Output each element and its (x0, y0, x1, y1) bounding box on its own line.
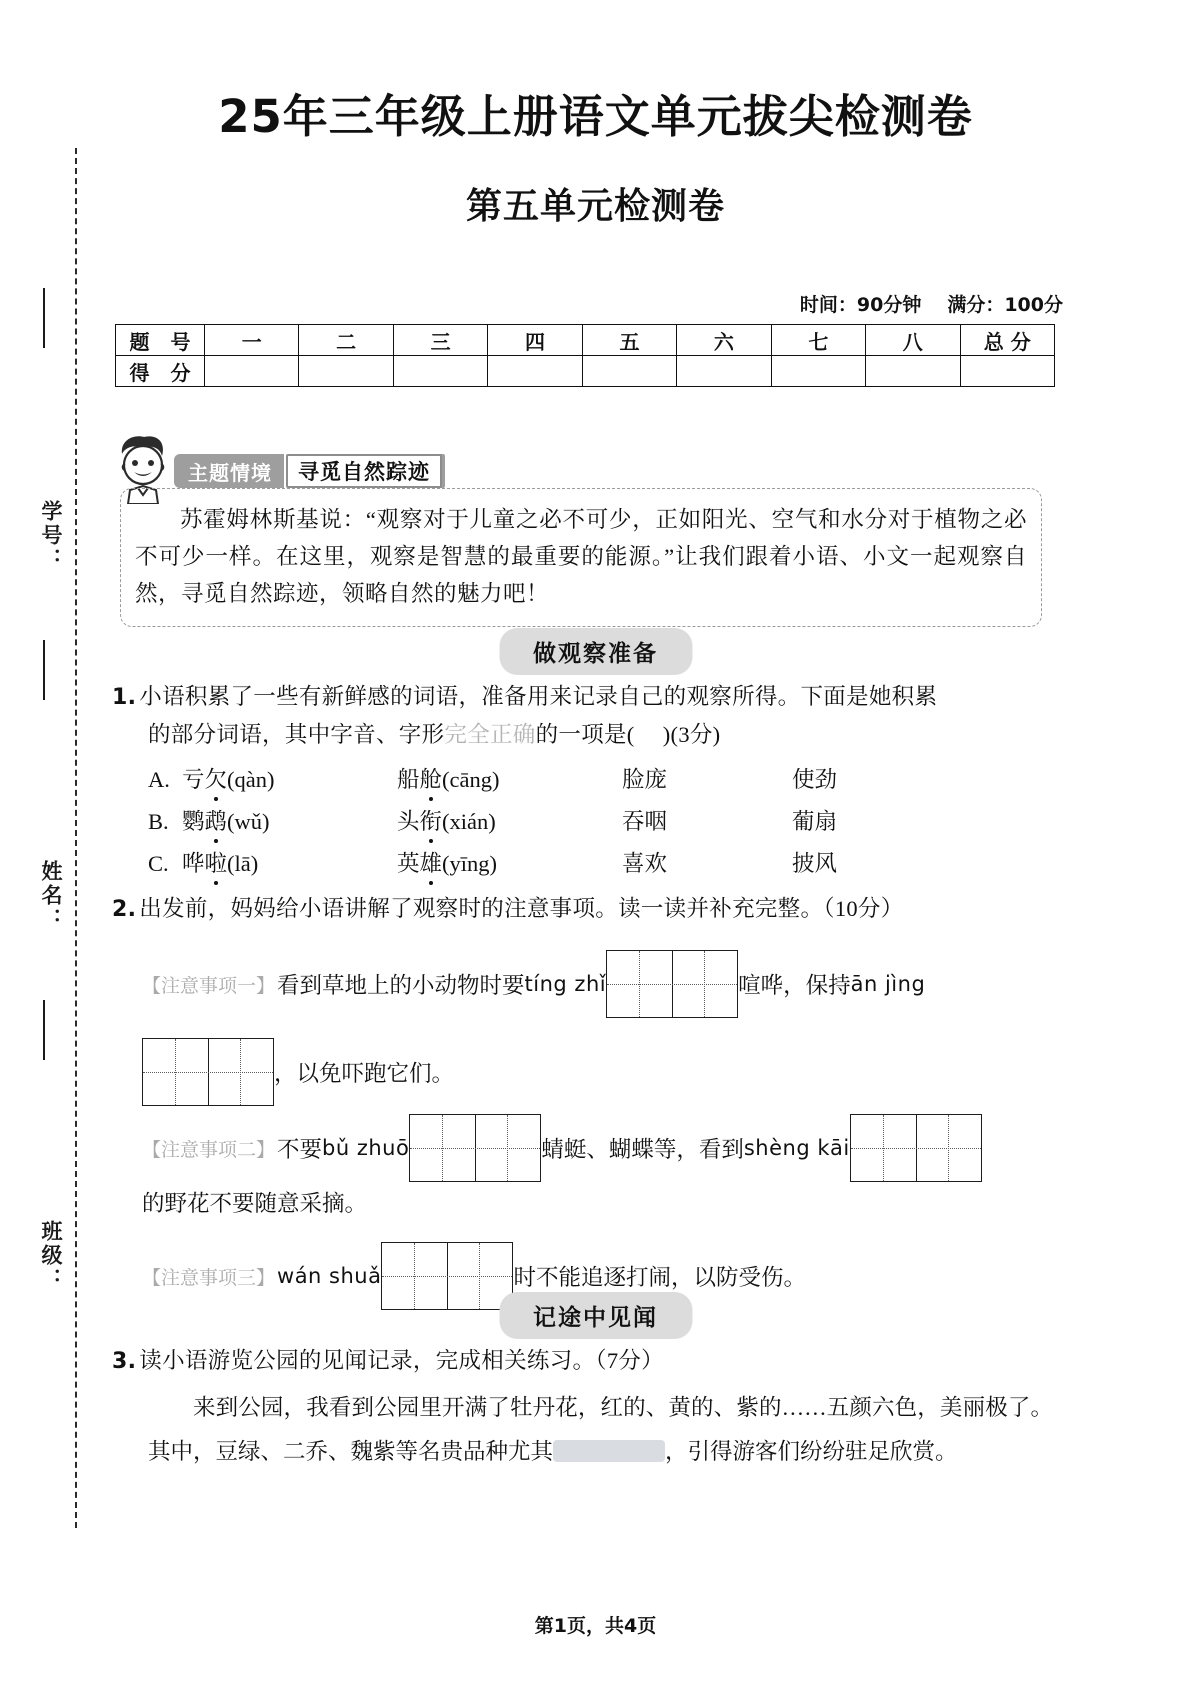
tip-1-seg-3: ，以免吓跑它们。 (274, 1061, 455, 1086)
tianzige-grid-input[interactable] (606, 950, 738, 1018)
dotted-char: 鹉 (205, 804, 228, 836)
score-cell-3[interactable] (393, 356, 487, 387)
score-cell-1[interactable] (205, 356, 299, 387)
question-2-tip-1-line-b (142, 1038, 454, 1106)
page-footer: 第1页，共4页 (534, 1615, 657, 1637)
question-1-text-2c: )(3分) (662, 722, 721, 747)
score-col-2: 二 (299, 325, 393, 356)
question-3-text: 读小语游览公园的见闻记录，完成相关练习。（7分） (139, 1348, 664, 1373)
question-2-text: 出发前，妈妈给小语讲解了观察时的注意事项。读一读并补充完整。（10分） (139, 896, 904, 921)
option-a-word-3: 脸庞 (622, 767, 668, 792)
exam-total-score: 满分：100分 (947, 294, 1063, 316)
question-1-line-2 (148, 716, 1053, 754)
question-1-options (148, 762, 1048, 888)
tip-3-pinyin-1: wán shuǎ (277, 1264, 382, 1288)
score-cell-5[interactable] (582, 356, 676, 387)
dotted-char: 欠 (205, 762, 228, 794)
tip-2-seg-1: 不要 (277, 1137, 323, 1162)
score-table (115, 324, 1055, 387)
tianzige-grid-input[interactable] (850, 1114, 982, 1182)
option-b-letter: B. (148, 809, 169, 834)
tip-2-pinyin-1: bǔ zhuō (322, 1136, 410, 1160)
dotted-char: 衔 (420, 804, 443, 836)
margin-label-xingming: 姓名： (39, 860, 63, 932)
tip-2-seg-2: 蜻蜓、蝴蝶等，看到 (541, 1137, 744, 1162)
theme-tag-group (174, 454, 442, 488)
question-3-stem (112, 1342, 1057, 1381)
theme-quote-box (120, 488, 1042, 627)
question-1-text-2b: 的一项是( (535, 722, 635, 747)
tip-1-seg-1: 看到草地上的小动物时要 (277, 973, 525, 998)
option-a-word-4: 使劲 (792, 767, 838, 792)
question-3-body (148, 1386, 1053, 1474)
score-cell-7[interactable] (771, 356, 865, 387)
dotted-char: 舱 (420, 762, 443, 794)
tianzige-grid-input[interactable] (142, 1038, 274, 1106)
score-col-1: 一 (205, 325, 299, 356)
question-1-answer-blank[interactable] (635, 722, 663, 747)
score-col-6: 六 (677, 325, 771, 356)
tip-3-seg-2: 时不能追逐打闹，以防受伤。 (513, 1265, 806, 1290)
question-2-stem (112, 890, 1057, 929)
score-col-5: 五 (582, 325, 676, 356)
margin-divider-low (43, 1000, 45, 1060)
score-col-8: 八 (866, 325, 960, 356)
score-col-total: 总 分 (960, 325, 1055, 356)
theme-tag-value: 寻觅自然踪迹 (286, 454, 442, 488)
score-cell-4[interactable] (488, 356, 582, 387)
score-table-label-question: 题 号 (116, 325, 205, 356)
tip-1-label: 【注意事项一】 (142, 974, 276, 997)
tip-1-pinyin-1: tíng zhǐ (524, 972, 607, 996)
score-table-label-score: 得 分 (116, 356, 205, 387)
option-row-b[interactable] (148, 804, 1048, 846)
score-cell-2[interactable] (299, 356, 393, 387)
option-c-word-2: 英雄(yīng) (397, 846, 622, 878)
tianzige-grid-input[interactable] (381, 1242, 513, 1310)
option-a-word-1: 亏欠(qàn) (182, 762, 397, 794)
page-title: 25年三年级上册语文单元拔尖检测卷 (218, 90, 973, 143)
question-1-line-1 (112, 678, 1057, 717)
exam-time: 时间：90分钟 (799, 294, 922, 316)
page-subtitle: 第五单元检测卷 (465, 186, 725, 227)
question-2-tip-1-line-a (142, 950, 925, 1018)
tianzige-grid-input[interactable] (409, 1114, 541, 1182)
table-row-scores (116, 356, 1055, 387)
option-b-word-1: 鹦鹉(wǔ) (182, 804, 397, 836)
question-1-text-2a: 的部分词语，其中字音、字形 (148, 722, 445, 747)
option-c-word-1: 哗啦(lā) (182, 846, 397, 878)
score-col-7: 七 (771, 325, 865, 356)
table-row-question-numbers (116, 325, 1055, 356)
margin-label-banji: 班级： (39, 1220, 63, 1292)
option-c-letter: C. (148, 851, 169, 876)
binding-dashed-line (75, 148, 77, 1528)
score-col-4: 四 (488, 325, 582, 356)
option-row-c[interactable] (148, 846, 1048, 888)
score-cell-8[interactable] (866, 356, 960, 387)
option-b-word-2: 头衔(xián) (397, 804, 622, 836)
question-2-number: 2. (112, 897, 137, 922)
margin-label-xuehao: 学号： (39, 500, 63, 572)
question-3-number: 3. (112, 1349, 137, 1374)
tip-2-label: 【注意事项二】 (142, 1138, 276, 1161)
question-1-text-1: 小语积累了一些有新鲜感的词语，准备用来记录自己的观察所得。下面是她积累 (139, 684, 938, 709)
margin-divider-mid (43, 640, 45, 700)
option-c-word-4: 披风 (792, 851, 838, 876)
option-a-letter: A. (148, 767, 170, 792)
option-c-word-3: 喜欢 (622, 851, 668, 876)
exam-meta (800, 290, 1063, 317)
option-b-word-4: 葡扇 (792, 809, 838, 834)
question-2-tip-3-line (142, 1242, 806, 1310)
option-row-a[interactable] (148, 762, 1048, 804)
question-2-tip-2-line-b (142, 1186, 367, 1218)
dotted-char: 雄 (420, 846, 443, 878)
tip-3-label: 【注意事项三】 (142, 1266, 276, 1289)
option-a-word-2: 船舱(cāng) (397, 762, 622, 794)
theme-tag-label: 主题情境 (174, 454, 284, 488)
score-col-3: 三 (393, 325, 487, 356)
question-1-number: 1. (112, 685, 137, 710)
question-3-body-part-1: 来到公园，我看到公园里开满了牡丹花，红的、黄的、紫的……五颜六色，美丽极了。其中，豆绿、二乔、魏紫等名贵品种尤其 (148, 1395, 1053, 1464)
tip-1-pinyin-2: ān jìng (850, 972, 926, 996)
question-3-body-part-2: ，引得游客们纷纷驻足欣赏。 (665, 1439, 958, 1464)
score-cell-total[interactable] (960, 356, 1055, 387)
question-1-faded-phrase: 完全正确 (444, 722, 536, 747)
section-header-journey: 记途中见闻 (499, 1292, 692, 1339)
tip-2-pinyin-2: shèng kāi (743, 1136, 850, 1160)
tip-1-seg-2: 喧哗，保持 (738, 973, 851, 998)
option-b-word-3: 吞咽 (622, 809, 668, 834)
question-3-shaded-blank[interactable] (553, 1440, 665, 1462)
theme-quote-text: 苏霍姆林斯基说：“观察对于儿童之必不可少，正如阳光、空气和水分对于植物之必不可少一样。在这里，观察是智慧的最重要的能源。”让我们跟着小语、小文一起观察自然，寻觅自然踪迹，领略自然的魅力吧！ (135, 507, 1027, 606)
dotted-char: 啦 (205, 846, 228, 878)
score-cell-6[interactable] (677, 356, 771, 387)
question-2-tip-2-line-a (142, 1114, 982, 1182)
tip-2-seg-3: 的野花不要随意采摘。 (142, 1191, 368, 1216)
margin-divider-top (43, 288, 45, 348)
section-header-prep: 做观察准备 (499, 628, 692, 675)
